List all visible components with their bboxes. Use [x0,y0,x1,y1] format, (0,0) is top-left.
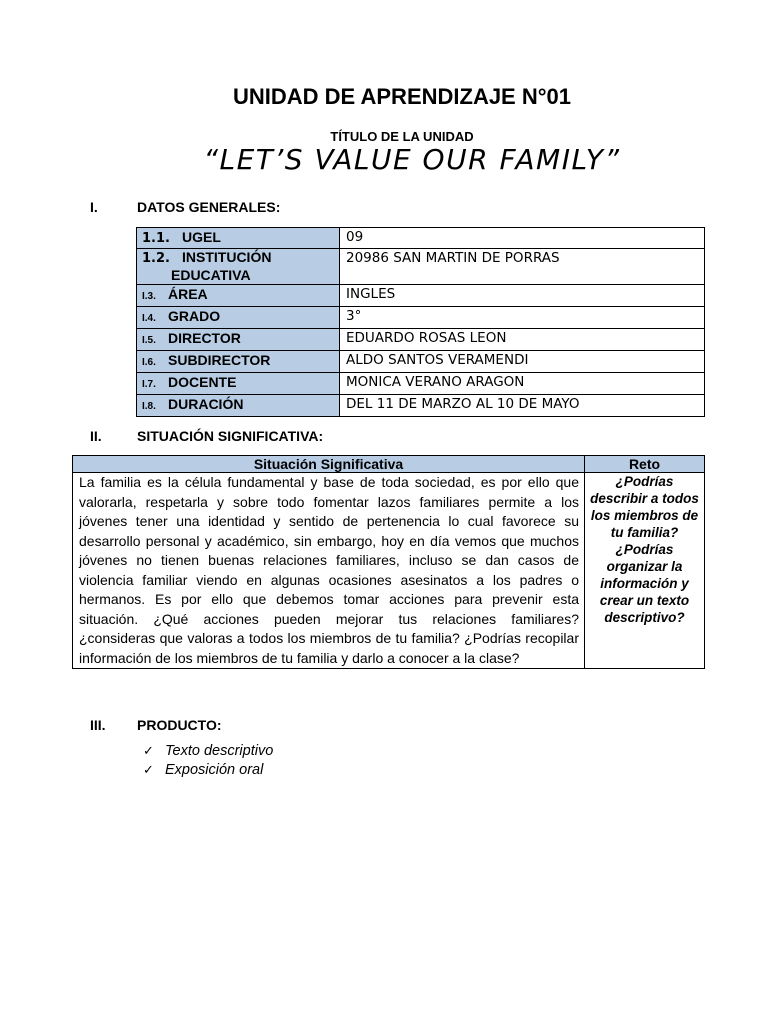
table-header-row [73,456,705,473]
unit-title: “LET’S VALUE OUR FAMILY” [203,143,621,176]
table-row [137,249,705,285]
product-label: Texto descriptivo [165,743,274,759]
label-cell [137,249,340,285]
list-item [143,743,273,759]
table-row [137,329,705,351]
row-label: UGEL [182,229,221,245]
row-number: I.4. [142,313,156,324]
value-cell: MONICA VERANO ARAGON [340,373,705,395]
table-row [137,373,705,395]
row-label: ÁREA [168,286,208,302]
table-row [137,395,705,417]
section-2-number: II. [90,428,102,444]
row-number: I.3. [142,291,156,302]
row-label: INSTITUCIÓN [182,249,272,265]
row-number: I.7. [142,379,156,390]
row-label-continuation: EDUCATIVA [171,267,251,283]
label-cell [137,228,340,249]
value-cell: ALDO SANTOS VERAMENDI [340,351,705,373]
section-1-number: I. [90,199,98,215]
row-number: 1.2. [142,251,170,266]
table-row [137,228,705,249]
value-cell: EDUARDO ROSAS LEON [340,329,705,351]
value-cell: DEL 11 DE MARZO AL 10 DE MAYO [340,395,705,417]
document-title: UNIDAD DE APRENDIZAJE N°01 [232,84,572,109]
reto-text: ¿Podrías describir a todos los miembros de tu familia? ¿Podrías organizar la información y crear un texto descriptivo? [585,473,705,669]
section-2-title: SITUACIÓN SIGNIFICATIVA: [137,428,324,444]
row-number: I.5. [142,335,156,346]
label-cell [137,285,340,307]
row-label: GRADO [168,308,221,324]
section-3-number: III. [90,717,106,733]
row-label: SUBDIRECTOR [168,352,271,368]
row-number: I.8. [142,401,156,412]
situation-table [72,455,705,669]
label-cell [137,351,340,373]
label-cell [137,329,340,351]
situation-column-header: Situación Significativa [73,456,585,473]
row-number: 1.1. [142,231,170,246]
label-cell [137,307,340,329]
table-row [73,473,705,669]
row-label: DURACIÓN [168,396,244,412]
table-row [137,307,705,329]
row-number: I.6. [142,357,156,368]
label-cell [137,373,340,395]
value-cell: INGLES [340,285,705,307]
value-cell: 09 [340,228,705,249]
reto-column-header: Reto [585,456,705,473]
row-label: DOCENTE [168,374,237,390]
label-cell [137,395,340,417]
list-item [143,762,263,778]
section-1-title: DATOS GENERALES: [137,199,281,215]
value-cell: 3° [340,307,705,329]
table-row [137,285,705,307]
situation-text: La familia es la célula fundamental y base de toda sociedad, es por ello que valorarla, respetarla y sobre todo fomentar lazos familiares permite a los jóvenes tener una identidad y sentido de pertenencia lo cual favorece su desarrollo personal y académico, sin embargo, hoy en día vemos que muchos jóvenes no tienen buenas relaciones familiares, incluso se dan casos de violencia familiar viendo en algunas ocasiones asesinatos a los padres o hermanos. Es por ello que debemos tomar acciones para prevenir esta situación. ¿Qué acciones pueden mejorar tus relaciones familiares? ¿consideras que valoras a todos los miembros de tu familia? ¿Podrías recopilar información de los miembros de tu familia y darlo a conocer a la clase? [73,473,585,669]
unit-subtitle: TÍTULO DE LA UNIDAD [330,129,474,144]
value-cell: 20986 SAN MARTIN DE PORRAS [340,249,705,285]
checkmark-icon: ✓ [143,743,154,758]
general-data-table [136,227,705,417]
checkmark-icon: ✓ [143,762,154,777]
table-row [137,351,705,373]
product-label: Exposición oral [165,762,264,778]
section-3-title: PRODUCTO: [137,717,222,733]
row-label: DIRECTOR [168,330,241,346]
